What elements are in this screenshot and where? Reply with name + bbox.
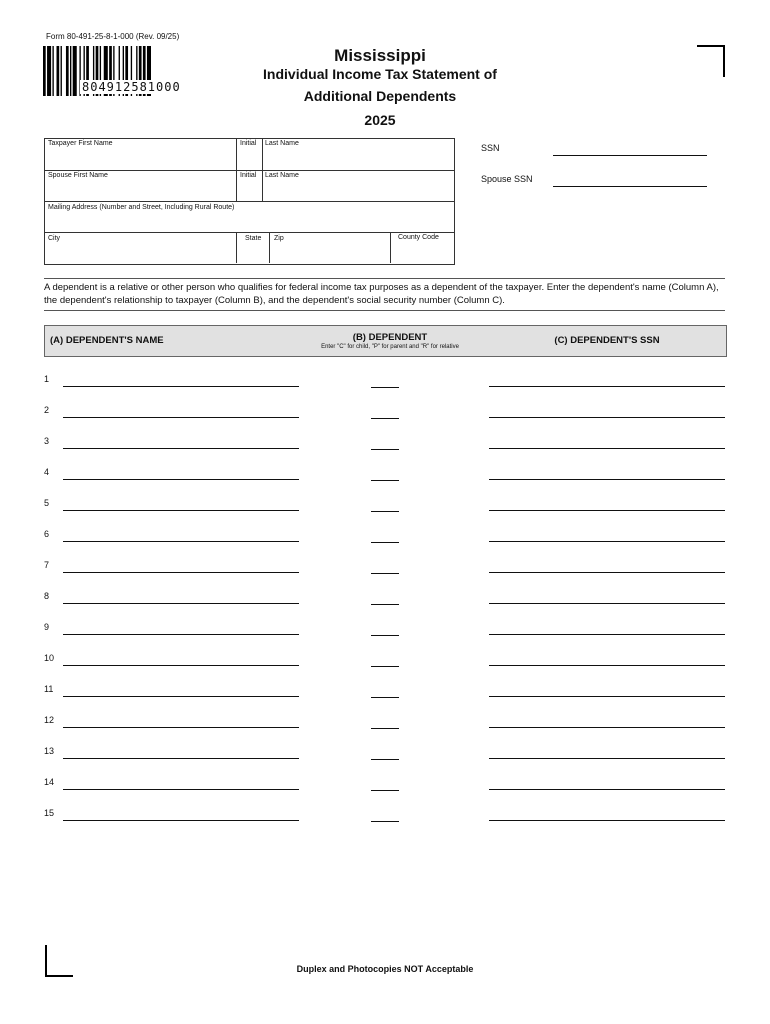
dependent-ssn-input[interactable]	[489, 479, 725, 480]
row-number: 11	[44, 684, 54, 694]
dependent-ssn-input[interactable]	[489, 665, 725, 666]
taxpayer-first-name-field[interactable]: Taxpayer First Name	[48, 140, 113, 147]
ssn-input-line[interactable]	[553, 154, 707, 156]
instructions-text: A dependent is a relative or other person who qualifies for federal income tax purposes as a dependent of the taxpayer. Enter the dependent's name (Column A), the dependent's relationship to taxpayer (Column B), and the dependent's social security number (Column C).	[44, 282, 719, 306]
dependent-ssn-input[interactable]	[489, 820, 725, 821]
row-number: 10	[44, 653, 55, 663]
dependent-name-input[interactable]	[63, 386, 299, 387]
dependent-ssn-input[interactable]	[489, 510, 725, 511]
zip-field[interactable]: Zip	[274, 235, 284, 242]
dependent-ssn-input[interactable]	[489, 696, 725, 697]
dependent-ssn-input[interactable]	[489, 727, 725, 728]
state-field[interactable]: State	[245, 235, 262, 242]
row-number: 4	[44, 467, 50, 477]
dependent-name-input[interactable]	[63, 417, 299, 418]
row-number: 6	[44, 529, 50, 539]
spouse-ssn-input-line[interactable]	[553, 185, 707, 187]
spouse-initial-field[interactable]: Initial	[240, 172, 257, 179]
divider	[44, 278, 725, 279]
dependent-name-input[interactable]	[63, 758, 299, 759]
dependent-ssn-input[interactable]	[489, 758, 725, 759]
dependent-name-input[interactable]	[63, 572, 299, 573]
dependent-relationship-input[interactable]	[371, 728, 399, 729]
row-number: 5	[44, 498, 50, 508]
dependent-name-input[interactable]	[63, 665, 299, 666]
ssn-label: SSN	[481, 143, 500, 153]
dependent-relationship-input[interactable]	[371, 480, 399, 481]
dependent-name-input[interactable]	[63, 820, 299, 821]
county-code-field[interactable]: County Code	[398, 234, 439, 241]
dependent-name-input[interactable]	[63, 603, 299, 604]
dependent-name-input[interactable]	[63, 696, 299, 697]
dependent-relationship-input[interactable]	[371, 604, 399, 605]
row-number: 1	[44, 374, 50, 384]
form-year: 2025	[364, 112, 396, 128]
dependent-relationship-input[interactable]	[371, 542, 399, 543]
taxpayer-initial-field[interactable]: Initial	[240, 140, 257, 147]
footer-notice: Duplex and Photocopies NOT Acceptable	[296, 964, 474, 974]
form-number: Form 80-491-25-8-1-000 (Rev. 09/25)	[46, 32, 180, 41]
dependent-ssn-input[interactable]	[489, 603, 725, 604]
row-number: 15	[44, 808, 55, 818]
dependent-relationship-input[interactable]	[371, 790, 399, 791]
spouse-ssn-label: Spouse SSN	[481, 174, 533, 184]
dependent-relationship-input[interactable]	[371, 449, 399, 450]
taxpayer-last-name-field[interactable]: Last Name	[265, 140, 299, 147]
city-field[interactable]: City	[48, 235, 61, 242]
dependent-relationship-input[interactable]	[371, 697, 399, 698]
spouse-first-name-field[interactable]: Spouse First Name	[48, 172, 108, 179]
dependent-name-input[interactable]	[63, 448, 299, 449]
dependent-ssn-input[interactable]	[489, 789, 725, 790]
dependent-relationship-input[interactable]	[371, 418, 399, 419]
dependent-name-input[interactable]	[63, 634, 299, 635]
registration-mark-bottom-left	[45, 945, 73, 977]
column-c-header: (C) DEPENDENT'S SSN	[554, 335, 660, 346]
row-number: 7	[44, 560, 50, 570]
dependent-relationship-input[interactable]	[371, 666, 399, 667]
dependent-ssn-input[interactable]	[489, 417, 725, 418]
registration-mark-top-right	[697, 45, 725, 77]
dependent-ssn-input[interactable]	[489, 448, 725, 449]
mailing-address-field[interactable]: Mailing Address (Number and Street, Including Rural Route)	[48, 204, 235, 211]
dependent-ssn-input[interactable]	[489, 634, 725, 635]
row-number: 3	[44, 436, 50, 446]
column-b-subtext: Enter "C" for child, "P" for parent and "R" for relative	[321, 344, 459, 350]
dependent-relationship-input[interactable]	[371, 759, 399, 760]
dependent-name-input[interactable]	[63, 541, 299, 542]
row-number: 13	[44, 746, 55, 756]
dependent-name-input[interactable]	[63, 510, 299, 511]
form-title-line1: Individual Income Tax Statement of	[263, 66, 497, 82]
dependent-name-input[interactable]	[63, 479, 299, 480]
dependent-ssn-input[interactable]	[489, 541, 725, 542]
column-b-header: (B) DEPENDENT	[352, 332, 428, 343]
row-number: 14	[44, 777, 55, 787]
divider	[44, 310, 725, 311]
row-number: 2	[44, 405, 50, 415]
form-state-title: Mississippi	[334, 46, 426, 65]
dependent-relationship-input[interactable]	[371, 821, 399, 822]
barcode-number: 804912581000	[82, 80, 181, 94]
row-number: 8	[44, 591, 50, 601]
spouse-last-name-field[interactable]: Last Name	[265, 172, 299, 179]
dependent-ssn-input[interactable]	[489, 386, 725, 387]
dependent-name-input[interactable]	[63, 727, 299, 728]
dependent-relationship-input[interactable]	[371, 387, 399, 388]
column-a-header: (A) DEPENDENT'S NAME	[50, 335, 164, 346]
dependent-ssn-input[interactable]	[489, 572, 725, 573]
row-number: 12	[44, 715, 55, 725]
dependent-name-input[interactable]	[63, 789, 299, 790]
dependent-relationship-input[interactable]	[371, 511, 399, 512]
dependent-relationship-input[interactable]	[371, 635, 399, 636]
form-title-line2: Additional Dependents	[303, 88, 457, 104]
row-number: 9	[44, 622, 50, 632]
dependent-relationship-input[interactable]	[371, 573, 399, 574]
